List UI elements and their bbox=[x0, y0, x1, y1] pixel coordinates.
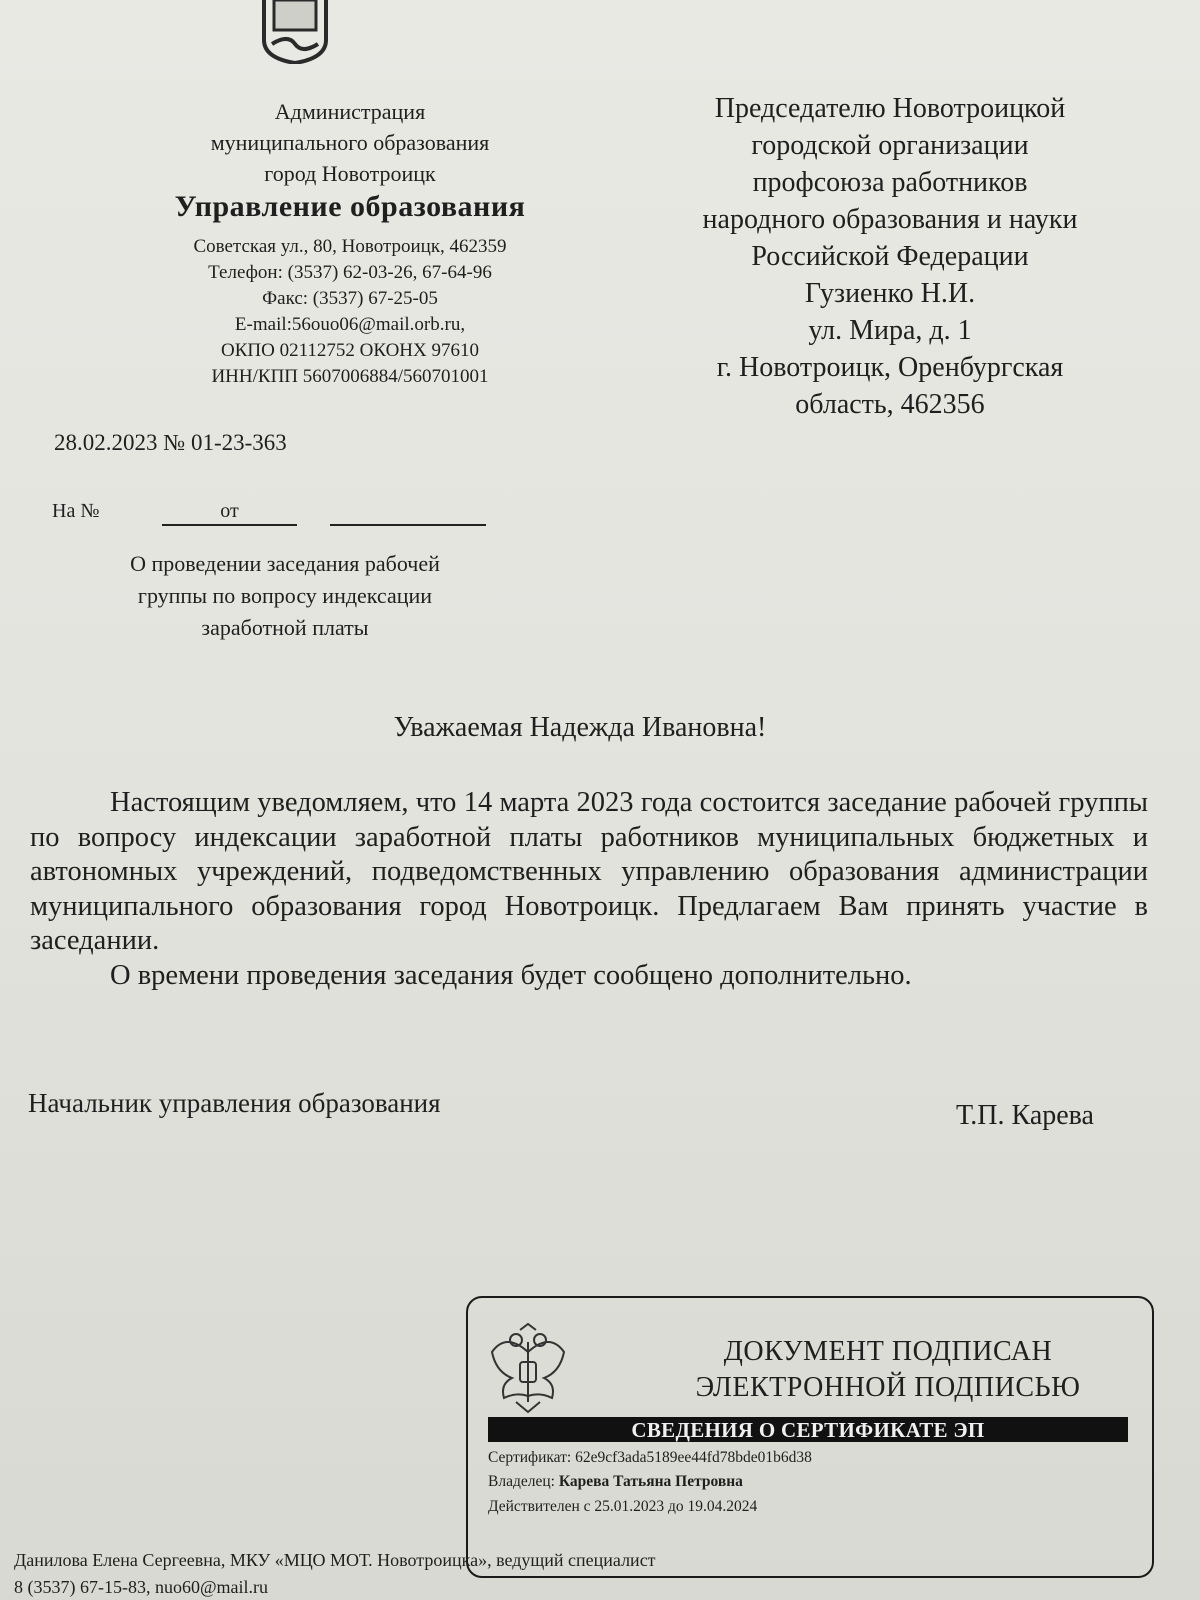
stamp-heading-line-2: ЭЛЕКТРОННОЙ ПОДПИСЬЮ bbox=[695, 1372, 1081, 1403]
signatory-name: Т.П. Карева bbox=[956, 1100, 1094, 1131]
recipient-line-1: Председателю Новотроицкой bbox=[714, 93, 1066, 124]
recipient-line-4: народного образования и науки bbox=[702, 204, 1078, 235]
e-signature-stamp bbox=[466, 1296, 1154, 1578]
greeting: Уважаемая Надежда Ивановна! bbox=[393, 712, 767, 743]
certificate-value: 62e9cf3ada5189ee44fd78bde01b6d38 bbox=[575, 1449, 812, 1466]
recipient-line-5: Российской Федерации bbox=[751, 241, 1029, 272]
certificate-label: Сертификат: bbox=[488, 1449, 572, 1466]
admin-line-3: город Новотроицк bbox=[264, 161, 436, 186]
signatory-title: Начальник управления образования bbox=[28, 1088, 441, 1118]
reply-reference bbox=[52, 500, 522, 530]
contacts-block bbox=[120, 234, 580, 390]
owner-row bbox=[488, 1472, 743, 1492]
executor-info: Данилова Елена Сергеевна, МКУ «МЦО МОТ. Новотроицка», ведущий специалист bbox=[14, 1550, 656, 1570]
russian-eagle-icon bbox=[486, 1322, 570, 1414]
certificate-info-bar: СВЕДЕНИЯ О СЕРТИФИКАТЕ ЭП bbox=[488, 1417, 1128, 1442]
recipient-region: область, 462356 bbox=[795, 389, 985, 420]
reply-date-field bbox=[330, 500, 486, 526]
phone: Телефон: (3537) 62-03-26, 67-64-96 bbox=[208, 262, 492, 283]
recipient-block bbox=[655, 90, 1125, 423]
body-paragraph-2: О времени проведения заседания будет сообщено дополнительно. bbox=[110, 959, 912, 991]
okpo: ОКПО 02112752 ОКОНХ 97610 bbox=[221, 340, 479, 361]
city-coat-of-arms-icon bbox=[258, 0, 332, 64]
subject-line-2: группы по вопросу индексации bbox=[137, 583, 433, 608]
subject-line-3: заработной платы bbox=[201, 615, 369, 640]
body-paragraph-1: Настоящим уведомляем, что 14 марта 2023 года состоится заседание рабочей группы по вопросу индексации заработной платы работников муниципальных бюджетных и автономных учреждений, подведомственных управлению образования администрации муниципального образования город Новотроицк. Предлагаем Вам принять участие в заседании. bbox=[30, 787, 1148, 956]
subject-line-1: О проведении заседания рабочей bbox=[130, 551, 440, 576]
admin-line-1: Администрация bbox=[274, 99, 426, 124]
recipient-city: г. Новотроицк, Оренбургская bbox=[716, 352, 1064, 383]
executor-contacts: 8 (3537) 67-15-83, nuo60@mail.ru bbox=[14, 1577, 269, 1597]
recipient-line-3: профсоюза работников bbox=[752, 167, 1028, 198]
validity-row: Действителен с 25.01.2023 до 19.04.2024 bbox=[488, 1498, 758, 1515]
reply-from-field: от bbox=[162, 500, 297, 526]
owner-value: Карева Татьяна Петровна bbox=[558, 1473, 743, 1490]
registration-date-number: 28.02.2023 № 01-23-363 bbox=[54, 430, 287, 455]
address: Советская ул., 80, Новотроицк, 462359 bbox=[193, 236, 507, 257]
stamp-heading-line-1: ДОКУМЕНТ ПОДПИСАН bbox=[723, 1336, 1053, 1367]
letterhead bbox=[120, 96, 580, 390]
letter-body bbox=[30, 786, 1148, 993]
recipient-name: Гузиенко Н.И. bbox=[804, 278, 976, 309]
recipient-street: ул. Мира, д. 1 bbox=[808, 315, 972, 346]
recipient-line-2: городской организации bbox=[751, 130, 1029, 161]
admin-line-2: муниципального образования bbox=[210, 130, 490, 155]
email: E-mail:56ouo06@mail.orb.ru, bbox=[234, 314, 466, 335]
fax: Факс: (3537) 67-25-05 bbox=[262, 288, 438, 309]
certificate-row bbox=[488, 1448, 812, 1468]
department-name: Управление образования bbox=[174, 190, 526, 223]
letter-subject bbox=[80, 548, 490, 644]
owner-label: Владелец: bbox=[488, 1473, 555, 1490]
inn: ИНН/КПП 5607006884/560701001 bbox=[211, 366, 489, 387]
reply-label: На № bbox=[52, 500, 100, 522]
